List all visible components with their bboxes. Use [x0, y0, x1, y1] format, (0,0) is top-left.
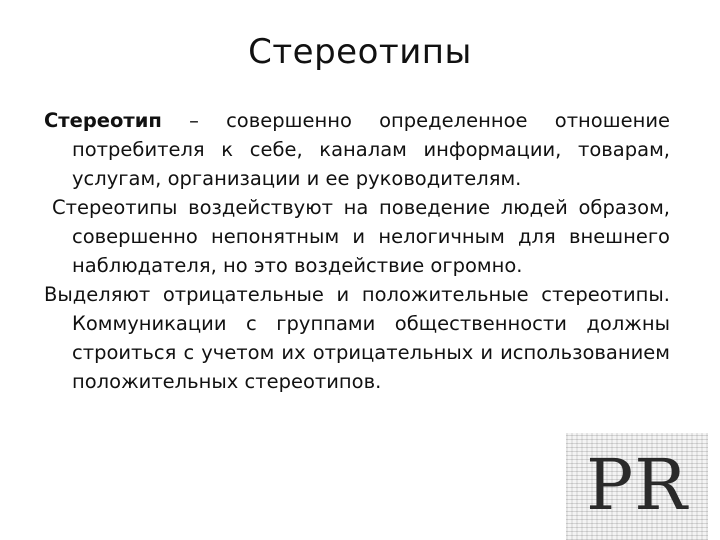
- slide-title: Стереотипы: [248, 32, 472, 72]
- slide-body: [44, 106, 670, 396]
- paragraph-stereotype-definition: [44, 106, 670, 193]
- pr-logo-image: [566, 433, 708, 540]
- pr-logo-text: PR: [586, 444, 688, 526]
- paragraph-stereotype-types: Выделяют отрицательные и положительные стереотипы. Коммуникации с группами общественности должны строиться с учетом их отрицательных и использованием положительных стереотипов.: [44, 283, 670, 393]
- term-stereotype: Стереотип: [44, 109, 162, 132]
- paragraph-stereotype-influence: Стереотипы воздействуют на поведение людей образом, совершенно непонятным и нелогичным для внешнего наблюдателя, но это воздействие огромно.: [52, 196, 670, 277]
- definition-text: – совершенно определенное отношение потребителя к себе, каналам информации, товарам, услугам, организации и ее руководителям.: [72, 109, 670, 190]
